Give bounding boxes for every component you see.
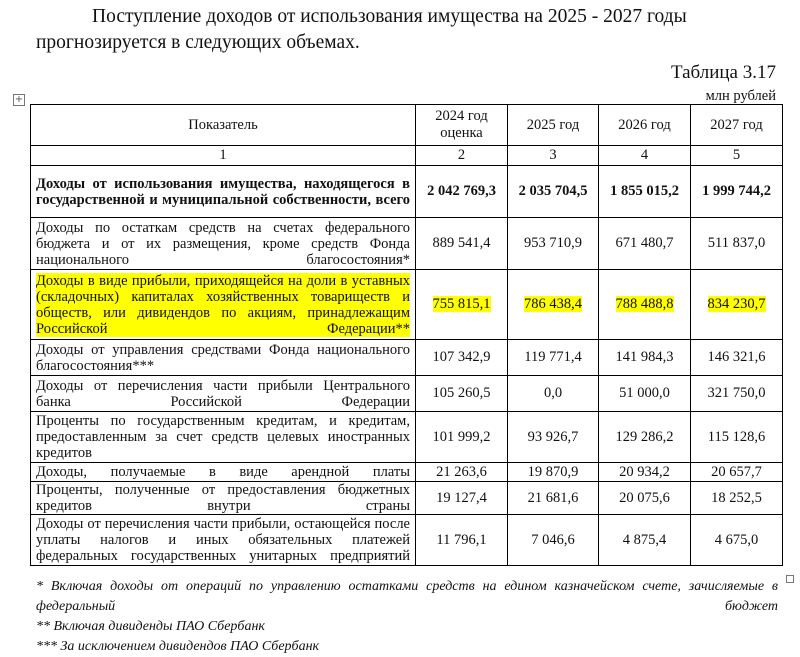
value-2026 xyxy=(599,218,691,270)
footnotes xyxy=(36,577,778,657)
value-text: 321 750,0 xyxy=(707,385,766,401)
table-row xyxy=(31,166,783,218)
value-text: 834 230,7 xyxy=(707,296,766,312)
table-caption: Таблица 3.17 xyxy=(670,62,776,83)
value-2027 xyxy=(691,340,783,376)
column-index-row xyxy=(31,146,783,166)
value-text: 101 999,2 xyxy=(432,428,491,445)
value-2026 xyxy=(599,412,691,463)
column-index: 5 xyxy=(691,146,783,166)
row-indicator-name xyxy=(31,412,416,463)
value-text: 0,0 xyxy=(543,385,563,401)
value-text: 7 046,6 xyxy=(531,531,575,548)
value-text: 21 263,6 xyxy=(436,463,487,480)
value-2027 xyxy=(691,482,783,515)
value-2027 xyxy=(691,166,783,218)
revenue-table xyxy=(30,104,783,566)
header-2026: 2026 год xyxy=(599,105,691,146)
value-text: 1 999 744,2 xyxy=(702,183,771,199)
footnote-1: * Включая доходы от операций по управлению остатками средств на едином казначейском счете, зачисляемые в федеральный бюджет xyxy=(36,579,778,614)
value-2026 xyxy=(599,270,691,340)
value-2025 xyxy=(508,270,599,340)
value-text: 20 934,2 xyxy=(619,463,670,480)
value-text: 18 252,5 xyxy=(711,489,762,506)
value-text: 671 480,7 xyxy=(615,235,674,251)
table-row xyxy=(31,270,783,340)
table-row xyxy=(31,340,783,376)
value-2024 xyxy=(416,482,508,515)
value-2025 xyxy=(508,412,599,463)
value-text: 19 870,9 xyxy=(527,463,579,480)
value-2027 xyxy=(691,218,783,270)
value-2024 xyxy=(416,515,508,566)
value-text: 107 342,9 xyxy=(432,349,491,365)
row-indicator-text: Доходы от управления средствами Фонда национального благосостояния*** xyxy=(36,341,410,374)
value-2027 xyxy=(691,515,783,566)
value-2024 xyxy=(416,376,508,412)
value-2025 xyxy=(508,218,599,270)
move-handle-icon[interactable]: + xyxy=(14,94,24,105)
table-units: млн рублей xyxy=(705,88,776,104)
value-text: 105 260,5 xyxy=(432,385,491,401)
resize-handle-icon[interactable] xyxy=(786,575,794,583)
row-indicator-text: Доходы по остаткам средств на счетах федерального бюджета и от их размещения, кроме средств Фонда национального благосостояния* xyxy=(36,219,410,268)
header-2025: 2025 год xyxy=(508,105,599,146)
value-2024 xyxy=(416,463,508,482)
value-text: 51 000,0 xyxy=(619,385,670,401)
row-indicator-name xyxy=(31,218,416,270)
value-2026 xyxy=(599,340,691,376)
row-indicator-name xyxy=(31,166,416,218)
value-text: 953 710,9 xyxy=(524,235,582,251)
row-indicator-name xyxy=(31,515,416,566)
value-2025 xyxy=(508,515,599,566)
footnote-2: ** Включая дивиденды ПАО Сбербанк xyxy=(36,619,265,634)
value-2026 xyxy=(599,376,691,412)
value-text: 93 926,7 xyxy=(527,428,579,445)
value-2027 xyxy=(691,463,783,482)
value-text: 4 675,0 xyxy=(714,531,759,548)
header-2027: 2027 год xyxy=(691,105,783,146)
value-2025 xyxy=(508,166,599,218)
value-2027 xyxy=(691,412,783,463)
value-text: 141 984,3 xyxy=(615,349,674,365)
value-text: 20 075,6 xyxy=(619,489,670,506)
row-indicator-text: Проценты по государственным кредитам, и кредитам, предоставленным за счет средств целевых иностранных кредитов xyxy=(36,413,410,461)
value-text: 129 286,2 xyxy=(615,428,674,445)
column-index: 3 xyxy=(508,146,599,166)
table-row xyxy=(31,218,783,270)
row-indicator-name xyxy=(31,463,416,482)
value-2026 xyxy=(599,463,691,482)
value-2025 xyxy=(508,463,599,482)
row-indicator-text: Доходы от перечисления части прибыли Центрального банка Российской Федерации xyxy=(36,377,410,410)
value-2027 xyxy=(691,376,783,412)
row-indicator-text: Доходы от использования имущества, находящегося в государственной и муниципальной собственности, всего xyxy=(36,175,410,208)
value-text: 2 035 704,5 xyxy=(518,183,588,199)
row-indicator-name xyxy=(31,376,416,412)
value-2024 xyxy=(416,270,508,340)
header-2024: 2024 год оценка xyxy=(416,105,508,146)
row-indicator-text: Доходы в виде прибыли, приходящейся на доли в уставных (складочных) капиталах хозяйственных товариществ и обществ, или дивидендов по акциям, принадлежащим Российской Федерации** xyxy=(36,272,410,337)
value-text: 21 681,6 xyxy=(527,489,579,506)
value-text: 20 657,7 xyxy=(711,463,762,480)
table-row xyxy=(31,515,783,566)
value-2024 xyxy=(416,218,508,270)
value-text: 889 541,4 xyxy=(432,235,491,251)
value-text: 119 771,4 xyxy=(524,349,582,365)
value-text: 11 796,1 xyxy=(436,531,487,548)
intro-paragraph: Поступление доходов от использования имущества на 2025 - 2027 годы прогнозируется в следующих объемах. xyxy=(36,6,687,53)
table-row xyxy=(31,376,783,412)
footnote-3: *** За исключением дивидендов ПАО Сбербанк xyxy=(36,639,320,654)
value-text: 146 321,6 xyxy=(707,349,766,365)
column-index: 4 xyxy=(599,146,691,166)
table-row xyxy=(31,463,783,482)
row-indicator-text: Проценты, полученные от предоставления бюджетных кредитов внутри страны xyxy=(36,482,410,514)
value-2025 xyxy=(508,376,599,412)
value-2026 xyxy=(599,515,691,566)
value-text: 755 815,1 xyxy=(432,296,491,312)
row-indicator-text: Доходы, получаемые в виде арендной платы xyxy=(36,464,410,480)
row-indicator-text: Доходы от перечисления части прибыли, остающейся после уплаты налогов и иных обязательных платежей федеральных государственных унитарных предприятий xyxy=(36,516,410,564)
row-indicator-name xyxy=(31,482,416,515)
value-text: 511 837,0 xyxy=(707,235,766,251)
value-text: 786 438,4 xyxy=(524,296,582,312)
value-text: 2 042 769,3 xyxy=(427,183,496,199)
row-indicator-name xyxy=(31,340,416,376)
value-2026 xyxy=(599,166,691,218)
value-text: 19 127,4 xyxy=(436,489,487,506)
value-2025 xyxy=(508,340,599,376)
header-indicator: Показатель xyxy=(31,105,416,146)
column-index: 2 xyxy=(416,146,508,166)
value-2024 xyxy=(416,412,508,463)
value-text: 4 875,4 xyxy=(622,531,667,548)
column-index: 1 xyxy=(31,146,416,166)
value-2026 xyxy=(599,482,691,515)
table-body xyxy=(31,146,783,566)
table-row xyxy=(31,482,783,515)
row-indicator-name xyxy=(31,270,416,340)
value-text: 1 855 015,2 xyxy=(610,183,679,199)
value-text: 115 128,6 xyxy=(707,428,766,445)
value-2025 xyxy=(508,482,599,515)
table-row xyxy=(31,412,783,463)
value-2024 xyxy=(416,340,508,376)
value-2027 xyxy=(691,270,783,340)
value-text: 788 488,8 xyxy=(615,296,674,312)
value-2024 xyxy=(416,166,508,218)
